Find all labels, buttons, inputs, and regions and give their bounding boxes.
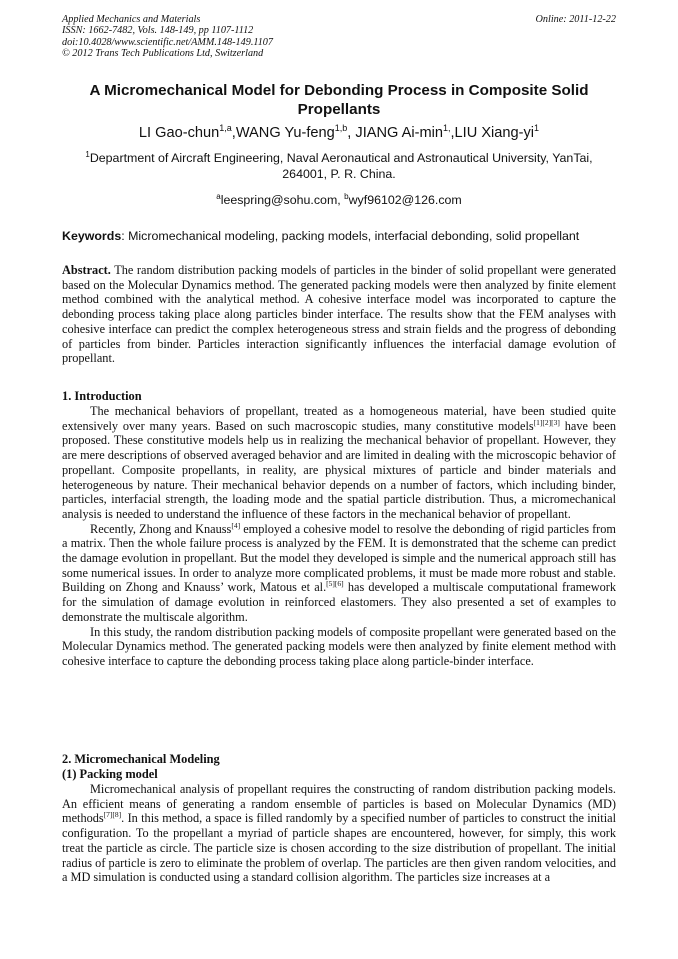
online-date: Online: 2011-12-22 bbox=[535, 14, 616, 25]
affiliation-mark: 1 bbox=[85, 150, 90, 159]
journal-copyright: © 2012 Trans Tech Publications Ltd, Switzerland bbox=[62, 48, 264, 60]
email-a: leespring@sohu.com, bbox=[220, 193, 345, 207]
author-affil-mark: 1,a bbox=[219, 123, 232, 133]
paragraph: Micromechanical analysis of propellant requires the constructing of random distribution packing models. An efficient means of generating a random ensemble of particles is based on Molecular Dynamics (MD) methods[7][8]. In this method, a space is filled randomly by a specified number of particles to construct the initial configuration. To the propellant a myriad of particle shapes are encountered, however, for simply, this work treat the particle as circle. The particle size is chosen according to the size distribution of propellant. The initial radius of particle is zero to eliminate the problem of overlap. The particles are then given random velocities, and a MD simulation is conducted using a standard collision algorithm. The particles size increases at a bbox=[62, 782, 616, 885]
section-heading-introduction: 1. Introduction bbox=[62, 389, 142, 403]
keywords-label: Keywords bbox=[62, 229, 122, 243]
author-name: , JIANG Ai-min bbox=[347, 125, 443, 141]
citation: [1][2][3] bbox=[533, 417, 560, 427]
journal-name: Applied Mechanics and Materials bbox=[62, 14, 201, 25]
author-name: ,WANG Yu-feng bbox=[231, 125, 335, 141]
author-name: ,LIU Xiang-yi bbox=[450, 125, 535, 141]
email-b: wyf96102@126.com bbox=[348, 193, 462, 207]
abstract-label: Abstract. bbox=[62, 263, 111, 277]
author-name: LI Gao-chun bbox=[138, 125, 220, 141]
introduction-body bbox=[62, 404, 616, 669]
author-affil-mark: 1 bbox=[534, 123, 540, 133]
packing-model-body bbox=[62, 782, 616, 885]
affiliation bbox=[62, 150, 616, 182]
journal-doi: doi:10.4028/www.scientific.net/AMM.148-149.1107 bbox=[62, 36, 273, 48]
citation: [5][6] bbox=[326, 579, 344, 589]
paper-title: A Micromechanical Model for Debonding Process in Composite Solid Propellants bbox=[89, 82, 589, 118]
paragraph: In this study, the random distribution packing models of composite propellant were generated based on the Molecular Dynamics method. The generated packing models were then analyzed by finite element method with cohesive interface to capture the debonding process taking place along particle-binder interface. bbox=[62, 624, 616, 668]
paragraph: The mechanical behaviors of propellant, treated as a homogeneous material, have been studied quite extensively over many years. Based on such macroscopic studies, many constitutive models[1][2][3] have been proposed. These constitutive models help us in realizing the mechanical behavior of propellant. However, they are mere descriptions of observed averaged behavior and are limited in dealing with the microscopic behavior of propellant. Composite propellants, in reality, are physical mixtures of particle and binder materials and heterogeneous by nature. Their mechanical behavior depends on a number of factors, which including binder, particles, interfacial strength, the loading mode and the spatial particle distribution. Thus, a micromechanical analysis is needed to understand the influence of these factors in the mechanical behavior of propellant. bbox=[62, 404, 616, 521]
abstract bbox=[62, 263, 616, 366]
email-mark-a: a bbox=[216, 192, 221, 201]
author-affil-mark: 1, bbox=[442, 123, 451, 133]
author-list bbox=[62, 124, 616, 142]
author-affil-mark: 1,b bbox=[334, 123, 348, 133]
keywords-text: : Micromechanical modeling, packing models, interfacial debonding, solid propellant bbox=[121, 229, 580, 243]
abstract-text: The random distribution packing models of particles in the binder of solid propellant were generated based on the Molecular Dynamics method. The generated packing models were then analyzed by finite element method combined with the analytical method. A cohesive interface model was incorporated to capture the debonding process taking place along particles binder interface. The results show that the FEM analyses with cohesive interface can predict the complex heterogeneous stress and strain fields and the progress of debonding of particles from binder. Particles interaction significantly influences the interfacial damage evolution of propellant. bbox=[62, 263, 616, 366]
section-heading-modeling: 2. Micromechanical Modeling bbox=[62, 752, 220, 766]
journal-issn: ISSN: 1662-7482, Vols. 148-149, pp 1107-1112 bbox=[62, 25, 254, 37]
citation: [7][8] bbox=[103, 810, 122, 820]
author-emails bbox=[62, 192, 616, 208]
keywords bbox=[62, 228, 622, 244]
citation: [4] bbox=[231, 520, 241, 530]
email-mark-b: b bbox=[344, 192, 349, 201]
subsection-heading-packing-model: (1) Packing model bbox=[62, 767, 158, 781]
affiliation-text: Department of Aircraft Engineering, Naval Aeronautical and Astronautical University, YanTai, 264001, P. R. China. bbox=[89, 151, 593, 181]
journal-header bbox=[62, 14, 616, 60]
paragraph: Recently, Zhong and Knauss[4] employed a cohesive model to resolve the debonding of rigid particles from a matrix. Then the whole failure process is analyzed by the FEM. It is demonstrated that the scheme can predict the damage evolution in propellant. But the model they developed is simple and the numerical approach still has some numerical issues. In order to analyze more complicated problems, it must be made more robust and stable. Building on Zhong and Knauss’ work, Matous et al.[5][6] has developed a multiscale computational framework for the simulation of damage evolution in reinforced elastomers. They also presented a set of examples to demonstrate the multiscale algorithm. bbox=[62, 520, 616, 624]
